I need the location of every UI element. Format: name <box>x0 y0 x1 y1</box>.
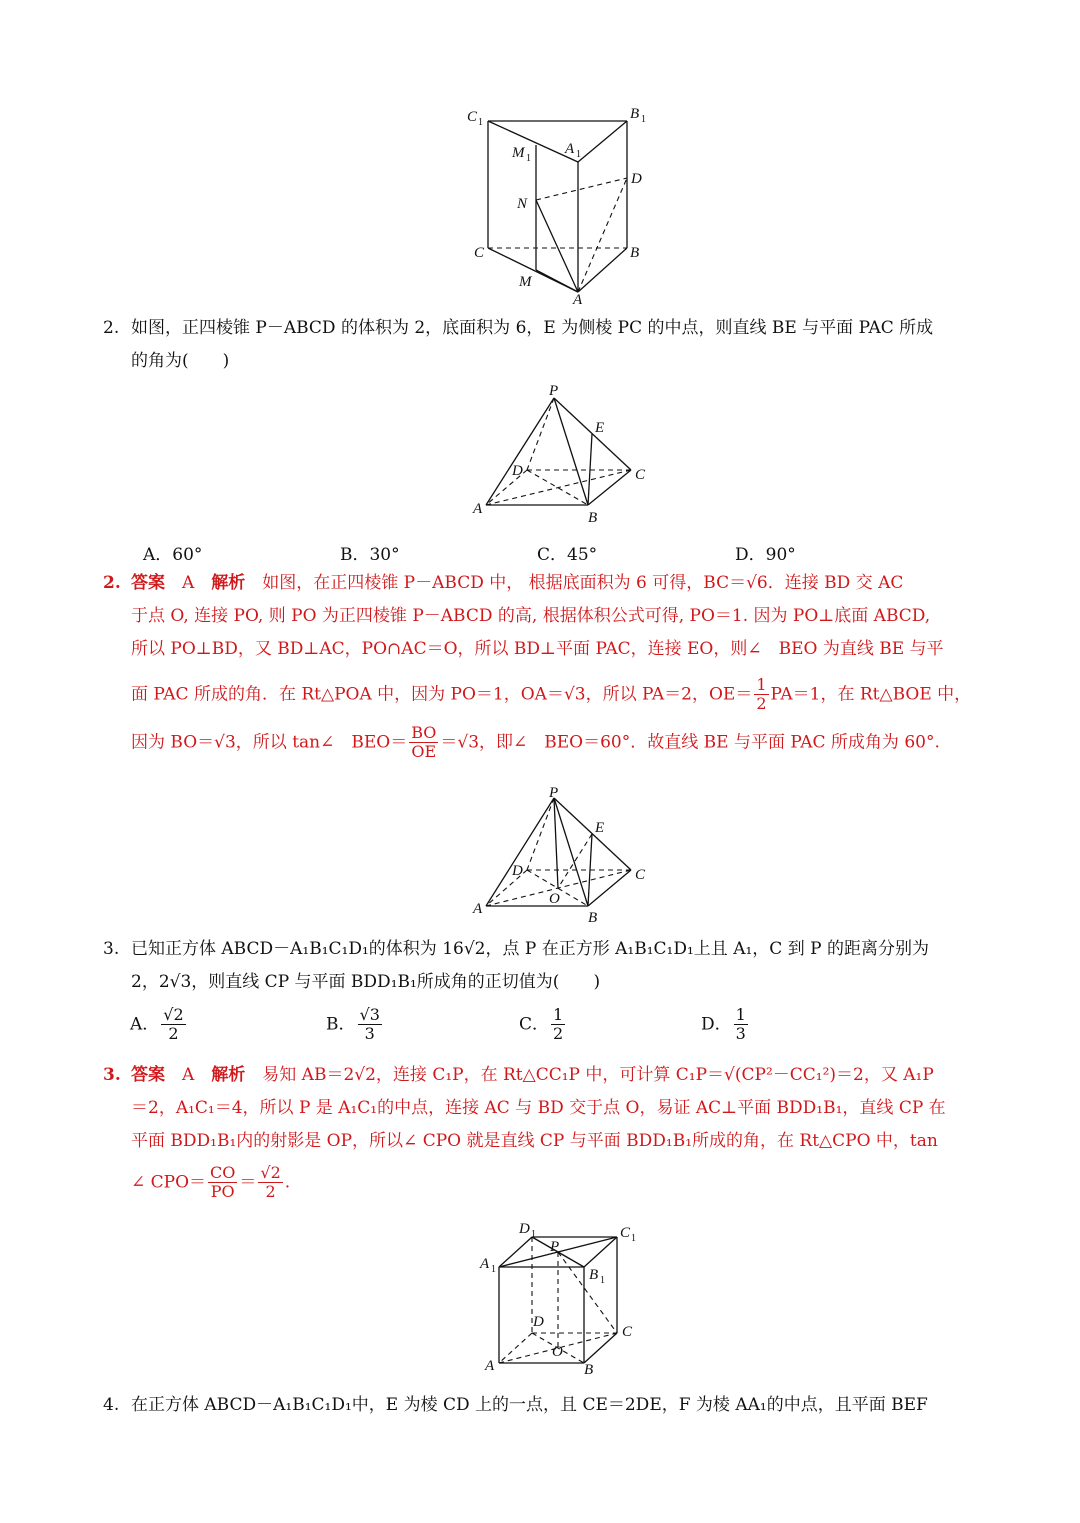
question-2-line-2: 的角为( ) <box>131 351 230 371</box>
prism-label-n: N <box>517 196 528 212</box>
question-3-line-2: 2，2√3，则直线 CP 与平面 BDD₁B₁所成角的正切值为( ) <box>131 972 601 992</box>
pyramid1-label-e: E <box>595 420 605 436</box>
svg-text:1: 1 <box>600 1275 605 1286</box>
prism-figure <box>460 100 660 310</box>
question-3-line-1: 已知正方体 ABCD－A₁B₁C₁D₁的体积为 16√2，点 P 在正方形 A₁B₁C₁D₁上且 A₁，C 到 P 的距离分别为 <box>131 939 929 959</box>
cube-label-b1: B <box>589 1267 599 1283</box>
pyramid2-label-e: E <box>595 820 605 836</box>
pyramid2-label-a: A <box>473 901 483 917</box>
prism-label-c: C <box>474 245 485 261</box>
answer-choice: A <box>182 1065 195 1085</box>
svg-text:1: 1 <box>576 149 581 160</box>
cube-label-c: C <box>622 1324 633 1340</box>
svg-text:1: 1 <box>641 114 646 125</box>
prism-label-m: M <box>519 274 532 290</box>
answer-choice: A <box>182 573 195 593</box>
cube-label-p: P <box>550 1239 560 1255</box>
pyramid2-label-c: C <box>635 867 646 883</box>
prism-label-b: B <box>630 245 640 261</box>
pyramid2-label-p: P <box>549 785 559 801</box>
analysis-label: 解析 <box>211 1065 246 1085</box>
svg-text:1: 1 <box>526 153 531 164</box>
prism-label-a: A <box>573 292 583 308</box>
cube-label-a1: A <box>480 1256 490 1272</box>
pyramid1-label-b: B <box>588 510 598 526</box>
prism-edges <box>488 121 627 292</box>
prism-label-a1: A <box>565 141 575 157</box>
question-3: 3. 已知正方体 ABCD－A₁B₁C₁D₁的体积为 16√2，点 P 在正方形 A₁B₁C₁D₁上且 A₁，C 到 P 的距离分别为 2，2√3，则直线 CP 与平面 BDD₁B₁所成角的正切值为( ) <box>103 933 983 999</box>
option-b[interactable]: B． $\frac{√3}{3}$ <box>326 1005 380 1044</box>
answer-label: 答案 <box>131 573 165 593</box>
question-4-line-1: 在正方体 ABCD－A₁B₁C₁D₁中，E 为棱 CD 上的一点，且 CE＝2DE，F 为棱 AA₁的中点，且平面 BEF <box>131 1395 928 1415</box>
pyramid1-label-c: C <box>635 467 646 483</box>
option-c[interactable]: C．45° <box>537 545 598 565</box>
pyramid2-label-b: B <box>588 910 598 926</box>
analysis-label: 解析 <box>211 573 246 593</box>
pyramid-figure-1 <box>470 382 650 527</box>
cube-label-d: D <box>533 1314 544 1330</box>
cube-label-o: O <box>552 1344 563 1360</box>
pyramid1-label-a: A <box>473 501 483 517</box>
pyramid1-label-p: P <box>549 383 559 399</box>
question-number: 2. <box>103 318 120 338</box>
pyramid2-label-o: O <box>549 891 560 907</box>
question-4: 4. 在正方体 ABCD－A₁B₁C₁D₁中，E 为棱 CD 上的一点，且 CE＝2DE，F 为棱 AA₁的中点，且平面 BEF <box>103 1395 928 1415</box>
cube-figure <box>470 1215 650 1380</box>
option-b[interactable]: B．30° <box>340 545 400 565</box>
answer-label: 答案 <box>131 1065 165 1085</box>
pyramid2-label-d: D <box>512 863 523 879</box>
cube-label-c1: C <box>620 1225 631 1241</box>
prism-label-c1: C <box>467 109 478 125</box>
option-a[interactable]: A．60° <box>143 545 203 565</box>
option-a[interactable]: A． $\frac{√2}{2}$ <box>130 1005 184 1044</box>
question-2-line-1: 如图，正四棱锥 P－ABCD 的体积为 2，底面积为 6，E 为侧棱 PC 的中点，则直线 BE 与平面 PAC 所成 <box>131 318 934 338</box>
prism-label-m1: M <box>512 145 525 161</box>
option-d[interactable]: D．90° <box>735 545 796 565</box>
cube-label-b: B <box>584 1362 594 1378</box>
svg-text:1: 1 <box>491 1264 496 1275</box>
answer-2: 2. 答案 A 解析 如图，在正四棱锥 P－ABCD 中， 根据底面积为 6 可得，BC＝√6．连接 BD 交 AC 于点 O, 连接 PO, 则 PO 为正四棱锥 P－ABCD 的高, 根据体积公式可得, PO＝1. 因为 PO⊥底面 ABCD, 所以 PO⊥BD，又 BD⊥AC，PO∩AC＝O，所以 BD⊥平面 PAC，连接 EO，则∠ BEO 为直线 BE 与平 面 PAC 所成的角．在 Rt△POA 中，因为 PO＝1，OA＝√3，所以 PA＝2，OE＝ $\frac{1}{2}$ PA＝1，在 Rt△BOE 中， 因为 BO＝√3，所以 tan∠ BEO＝ $\frac{BO}{OE}$ ＝√3，即∠ BEO＝60°．故直线 BE 与平面 PAC 所成角为 60°. <box>103 573 972 762</box>
pyramid1-label-d: D <box>512 463 523 479</box>
prism-label-d: D <box>631 171 642 187</box>
cube-label-d1: D <box>519 1221 530 1237</box>
svg-text:1: 1 <box>631 1233 636 1244</box>
pyramid-figure-2 <box>470 782 650 927</box>
answer-3: 3. 答案 A 解析 易知 AB＝2√2，连接 C₁P，在 Rt△CC₁P 中，可计算 C₁P＝√(CP²－CC₁²)＝2，又 A₁P ＝2，A₁C₁＝4，所以 P 是 A₁C₁的中点，连接 AC 与 BD 交于点 O，易证 AC⊥平面 BDD₁B₁，直线 CP 在 平面 BDD₁B₁内的射影是 OP，所以∠ CPO 就是直线 CP 与平面 BDD₁B₁所成的角，在 Rt△CPO 中，tan ∠ CPO＝ $\frac{CO}{PO}$ ＝ $\frac{√2}{2}$ . <box>103 1065 946 1202</box>
svg-text:1: 1 <box>531 1229 536 1240</box>
option-d[interactable]: D． $\frac{1}{3}$ <box>701 1005 746 1044</box>
svg-text:1: 1 <box>478 117 483 128</box>
cube-label-a: A <box>485 1358 495 1374</box>
prism-label-b1: B <box>630 106 640 122</box>
question-2 <box>103 312 983 378</box>
option-c[interactable]: C． $\frac{1}{2}$ <box>519 1005 564 1044</box>
